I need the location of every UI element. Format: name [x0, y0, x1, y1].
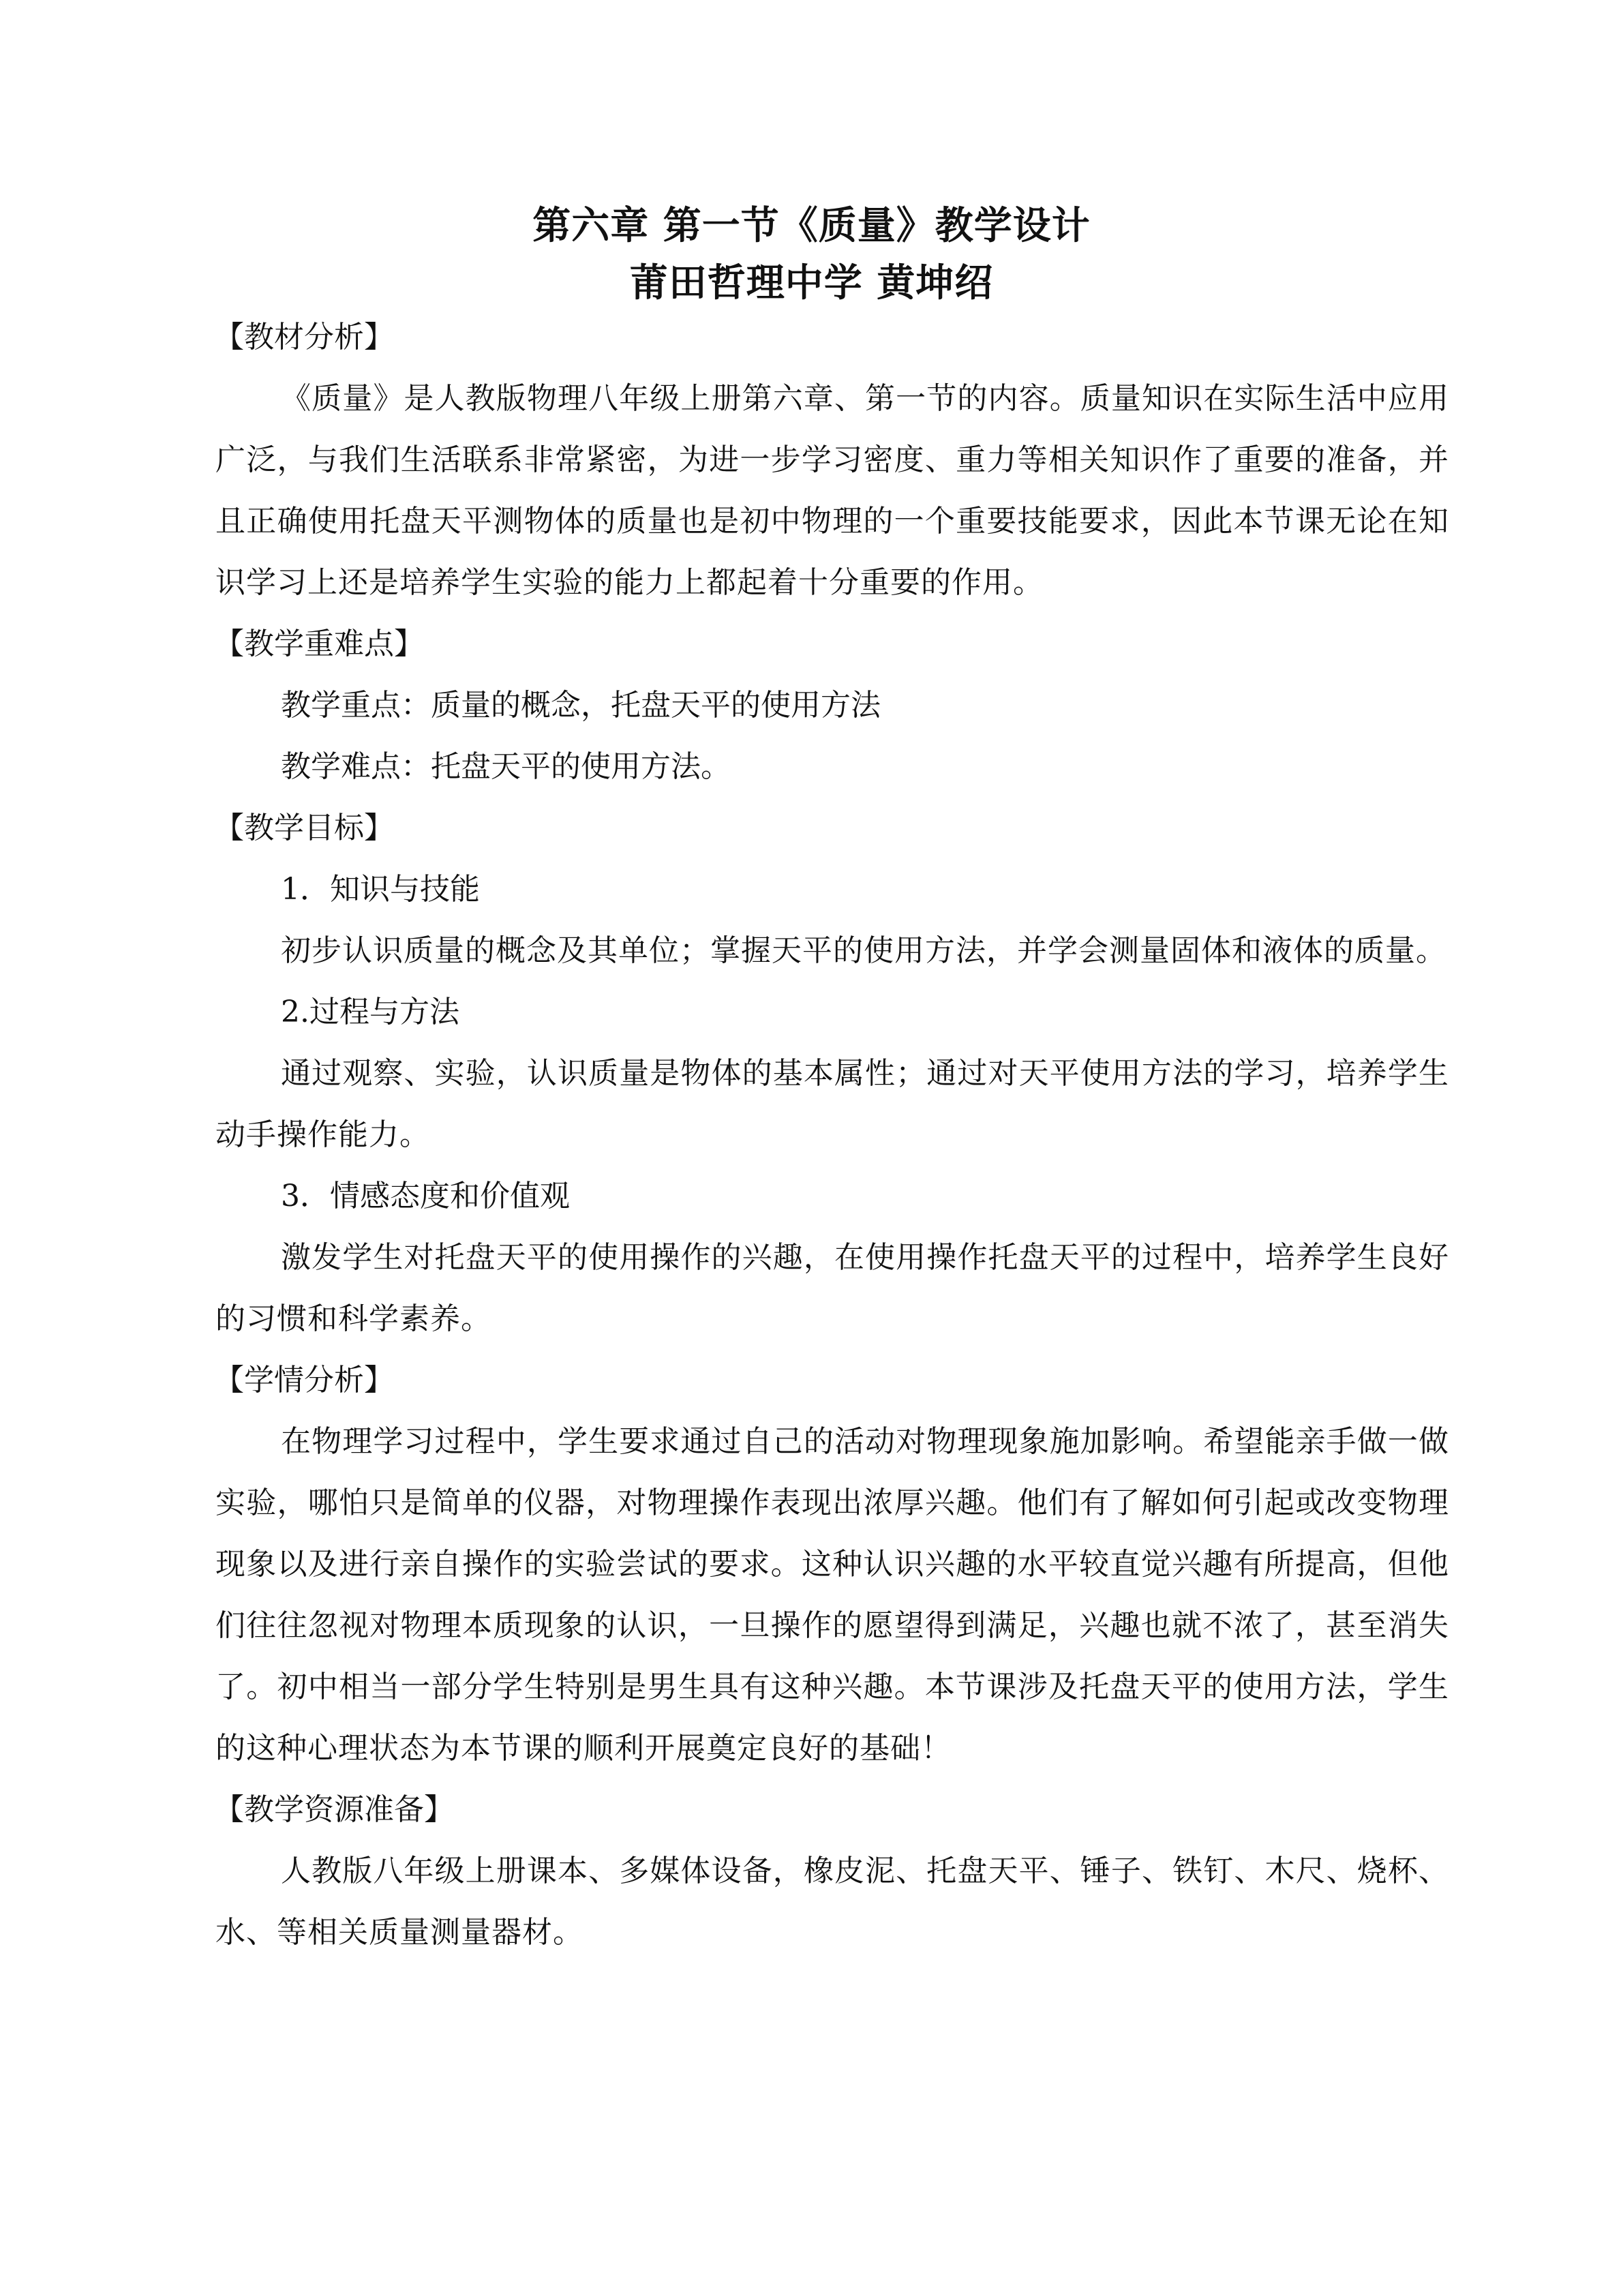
teaching-difficulty: 教学难点：托盘天平的使用方法。	[281, 749, 731, 784]
objective-3-text: 激发学生对托盘天平的使用操作的兴趣，在使用操作托盘天平的过程中，培养学生良好的习惯和科学素养。	[215, 1240, 1449, 1336]
learner-paragraph: 在物理学习过程中，学生要求通过自己的活动对物理现象施加影响。希望能亲手做一做实验，哪怕只是简单的仪器，对物理操作表现出浓厚兴趣。他们有了解如何引起或改变物理现象以及进行亲自操作的实验尝试的要求。这种认识兴趣的水平较直觉兴趣有所提高，但他们往往忽视对物理本质现象的认识，一旦操作的愿望得到满足，兴趣也就不浓了，甚至消失了。初中相当一部分学生特别是男生具有这种兴趣。本节课涉及托盘天平的使用方法，学生的这种心理状态为本节课的顺利开展奠定良好的基础！	[215, 1424, 1449, 1766]
section-heading-key-points: 【教学重难点】	[214, 626, 424, 661]
title-block	[0, 198, 1623, 312]
document-title: 第六章 第一节《质量》教学设计	[532, 204, 1091, 248]
section-heading-objectives: 【教学目标】	[214, 811, 394, 845]
section-heading-learner: 【学情分析】	[214, 1363, 394, 1398]
objective-2-title: 2.过程与方法	[281, 995, 459, 1029]
objective-2-text: 通过观察、实验，认识质量是物体的基本属性；通过对天平使用方法的学习，培养学生动手操作能力。	[215, 1056, 1449, 1152]
objective-3-title: 3．情感态度和价值观	[281, 1179, 570, 1213]
teaching-focus: 教学重点：质量的概念，托盘天平的使用方法	[281, 688, 881, 723]
resources-paragraph: 人教版八年级上册课本、多媒体设备，橡皮泥、托盘天平、锤子、铁钉、木尺、烧杯、水、等相关质量测量器材。	[215, 1854, 1449, 1950]
section-heading-resources: 【教学资源准备】	[214, 1792, 454, 1827]
objective-1-text: 初步认识质量的概念及其单位；掌握天平的使用方法，并学会测量固体和液体的质量。	[281, 933, 1446, 968]
analysis-paragraph: 《质量》是人教版物理八年级上册第六章、第一节的内容。质量知识在实际生活中应用广泛，与我们生活联系非常紧密，为进一步学习密度、重力等相关知识作了重要的准备，并且正确使用托盘天平测物体的质量也是初中物理的一个重要技能要求，因此本节课无论在知识学习上还是培养学生实验的能力上都起着十分重要的作用。	[215, 381, 1449, 600]
objective-1-title: 1．知识与技能	[281, 872, 480, 907]
document-body	[215, 307, 1449, 1963]
section-heading-analysis: 【教材分析】	[214, 320, 394, 354]
author-line: 莆田哲理中学 黄坤绍	[629, 261, 994, 305]
